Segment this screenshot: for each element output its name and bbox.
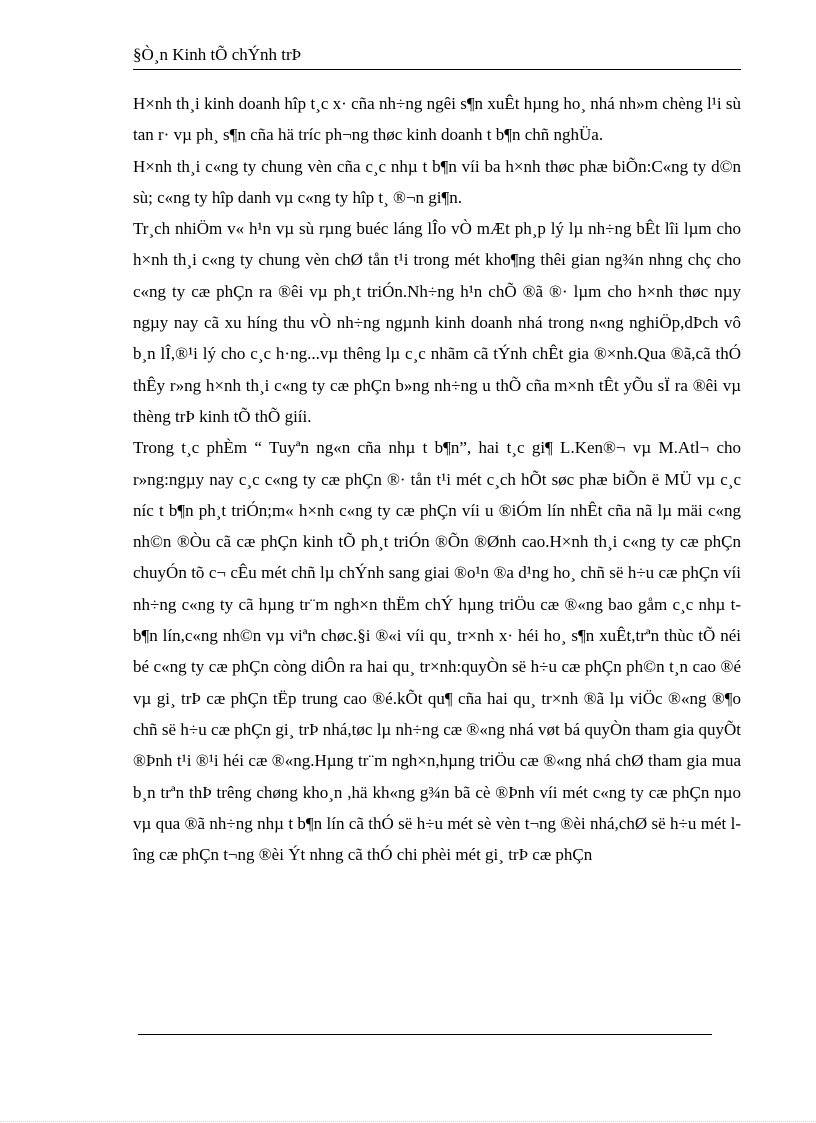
paragraph: H×nh th¸i kinh doanh hîp t¸c x· cña nh÷ng ngêi s¶n xuÊt hµng ho¸ nhá nh»m chèng l¹i sù tan r· vµ ph¸ s¶n cña hä tríc ph¬ng thøc kinh doanh t b¶n chñ nghÜa. [133,94,741,145]
paragraph: H×nh th¸i c«ng ty chung vèn cña c¸c nhµ t b¶n víi ba h×nh thøc phæ biÕn:C«ng ty d©n sù; c«ng ty hîp danh vµ c«ng ty hîp t¸ ®¬n gi¶n. [133,156,741,207]
paragraph: Trong t¸c phÈm “ Tuyªn ng«n cña nhµ t b¶n”, hai t¸c gi¶ L.Ken®¬ vµ M.Atl¬ cho r»ng:ngµy nay c¸c c«ng ty cæ phÇn ®· tån t¹i mét c¸ch hÕt søc phæ biÕn ë MÜ vµ c¸c níc t b¶n ph¸t triÓn;m« h×nh c«ng ty cæ phÇn víi u ®iÓm lín nhÊt cña nã lµ mäi c«ng nh©n ®Òu cã cæ phÇn kinh tÕ ph¸t triÓn ®Õn ®Ønh cao.H×nh th¸i c«ng ty cæ phÇn chuyÓn tõ c¬ cÊu mét chñ lµ chÝnh sang giai ®o¹n ®a d¹ng ho¸ chñ së h÷u cæ phÇn víi nh÷ng c«ng ty cã hµng tr¨m ngh×n thËm chÝ hµng triÖu cæ ®«ng bao gåm c¸c nhµ t b¶n lín,c«ng nh©n vµ viªn chøc.§i ®«i víi qu¸ tr×nh x· héi ho¸ s¶n xuÊt,trªn thùc tÕ néi bé c«ng ty cæ phÇn còng diÔn ra hai qu¸ tr×nh:quyÒn së h÷u cæ phÇn ph©n t¸n cao ®é vµ gi¸ trÞ cæ phÇn tËp trung cao ®é.kÕt qu¶ cña hai qu¸ tr×nh ®ã lµ viÖc ®«ng ®¶o chñ së h÷u cæ phÇn gi¸ trÞ nhá,tøc lµ nh÷ng cæ ®«ng nhá vøt bá quyÒn tham gia quyÕt ®Þnh t¹i ®¹i héi cæ ®«ng.Hµng tr¨m ngh×n,hµng triÖu cæ ®«ng nhá chØ tham gia mua b¸n trªn thÞ trêng chøng kho¸n ,hä kh«ng g¾n bã cè ®Þnh víi mét c«ng ty cæ phÇn nµo vµ qua ®ã nh÷ng nhµ t b¶n lín cã thÓ së h÷u mét sè vèn t¬ng ®èi nhá,chØ së h÷u mét lîng cæ phÇn t¬ng ®èi Ýt nhng cã thÓ chi phèi mét gi¸ trÞ cæ phÇn [133,438,741,865]
footer-rule [138,1034,712,1035]
paragraph: Tr¸ch nhiÖm v« h¹n vµ sù rµng buéc láng lÎo vÒ mÆt ph¸p lý lµ nh÷ng bÊt lîi lµm cho h×nh th¸i c«ng ty chung vèn chØ tån t¹i trong mét kho¶ng thêi gian ng¾n nhng chç cho c«ng ty cæ phÇn ra ®êi vµ ph¸t triÓn.Nh÷ng h¹n chÕ ®ã ®· lµm cho h×nh thøc nµy ngµy nay cã xu híng thu vÒ nh÷ng ngµnh kinh doanh nhá trong n«ng nghiÖp,dÞch vô b¸n lÎ,®¹i lý cho c¸c h·ng...vµ thêng lµ c¸c nhãm cã tÝnh chÊt gia ®×nh.Qua ®ã,cã thÓ thÊy r»ng h×nh th¸i c«ng ty cæ phÇn b»ng nh÷ng u thÕ cña m×nh tÊt yÕu sÏ ra ®êi vµ thèng trÞ kinh tÕ thÕ giíi. [133,219,741,426]
document-body [133,88,741,870]
header-title: §Ò¸n Kinh tÕ chÝnh trÞ [133,45,302,64]
page-edge-dots [0,1121,816,1122]
page-header [133,44,741,70]
